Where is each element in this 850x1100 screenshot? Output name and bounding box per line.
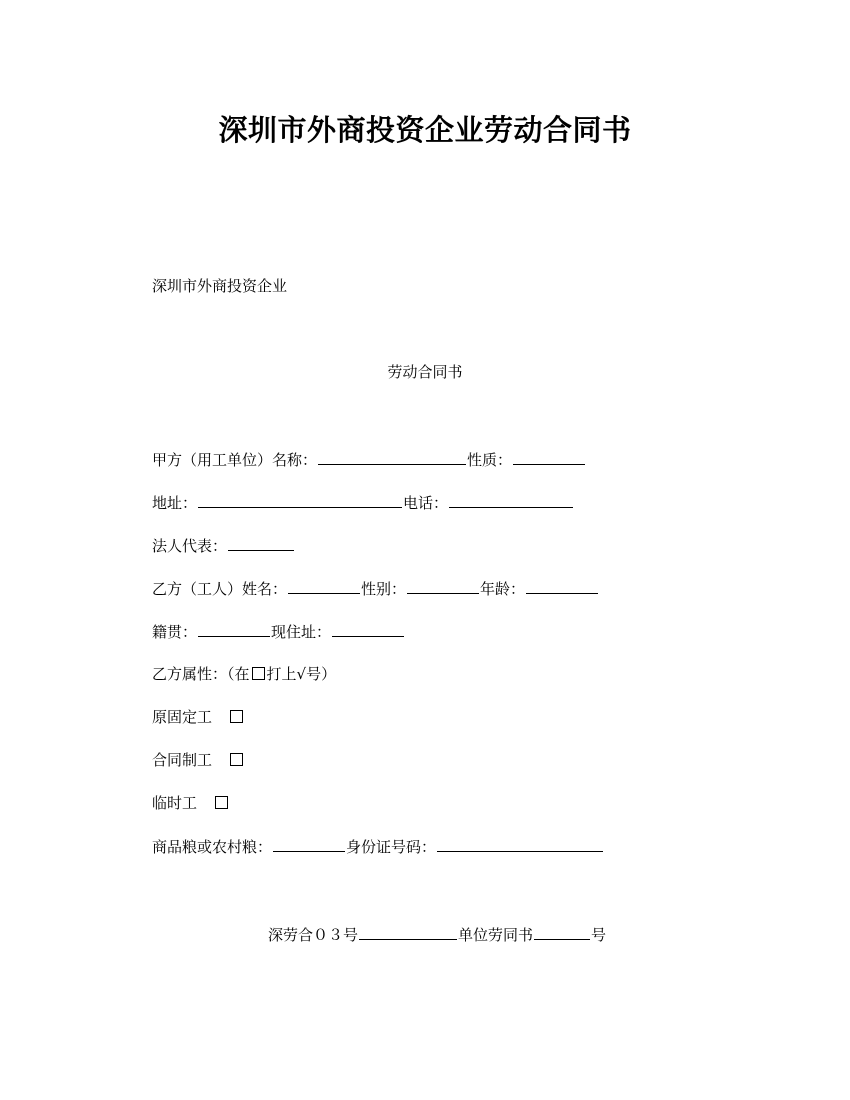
- document-title: 深圳市外商投资企业劳动合同书: [218, 113, 632, 147]
- current-address-label: 现住址：: [271, 623, 332, 641]
- contract-no-middle: 单位劳同书: [458, 926, 534, 944]
- option-label: 合同制工: [152, 751, 213, 769]
- party-a-address-field[interactable]: [198, 492, 402, 508]
- party-a-nature-label: 性质：: [467, 451, 513, 469]
- party-a-phone-label: 电话：: [403, 494, 449, 512]
- party-b-name-label: 乙方（工人）姓名：: [152, 580, 288, 598]
- attribute-label-prefix: 乙方属性：（在: [152, 665, 250, 683]
- party-a-name-row: [152, 449, 586, 470]
- party-a-nature-field[interactable]: [513, 449, 585, 465]
- native-place-field[interactable]: [198, 621, 270, 637]
- party-a-phone-field[interactable]: [449, 492, 573, 508]
- legal-rep-row: [152, 535, 295, 556]
- option-checkbox[interactable]: [215, 796, 228, 809]
- attribute-row: [152, 664, 336, 684]
- contract-no-field[interactable]: [359, 924, 457, 940]
- party-a-address-row: [152, 492, 574, 513]
- option-label: 原固定工: [152, 708, 213, 726]
- current-address-field[interactable]: [332, 621, 404, 637]
- party-a-name-label: 甲方（用工单位）名称：: [152, 451, 318, 469]
- option-row: [152, 793, 228, 813]
- grain-field[interactable]: [273, 836, 345, 852]
- party-b-gender-label: 性别：: [361, 580, 407, 598]
- option-row: [152, 750, 243, 770]
- grain-id-row: [152, 836, 604, 857]
- option-checkbox[interactable]: [230, 710, 243, 723]
- native-place-row: [152, 621, 405, 642]
- org-line: 深圳市外商投资企业: [152, 277, 288, 295]
- party-b-name-field[interactable]: [288, 578, 360, 594]
- id-field[interactable]: [437, 836, 603, 852]
- party-b-name-row: [152, 578, 599, 599]
- option-row: [152, 707, 243, 727]
- legal-rep-field[interactable]: [228, 535, 294, 551]
- grain-label: 商品粮或农村粮：: [152, 838, 273, 856]
- contract-no-prefix: 深劳合０３号: [268, 926, 359, 944]
- party-a-name-field[interactable]: [318, 449, 466, 465]
- legal-rep-label: 法人代表：: [152, 537, 228, 555]
- document-subtitle: 劳动合同书: [387, 363, 463, 381]
- checkbox-icon: [252, 667, 265, 680]
- party-a-address-label: 地址：: [152, 494, 198, 512]
- id-label: 身份证号码：: [346, 838, 437, 856]
- contract-no-suffix: 号: [591, 926, 607, 944]
- option-label: 临时工: [152, 794, 198, 812]
- native-place-label: 籍贯：: [152, 623, 198, 641]
- party-b-age-label: 年龄：: [480, 580, 526, 598]
- contract-number-row: [268, 924, 606, 945]
- party-b-gender-field[interactable]: [407, 578, 479, 594]
- party-b-age-field[interactable]: [526, 578, 598, 594]
- contract-no-seq-field[interactable]: [534, 924, 590, 940]
- option-checkbox[interactable]: [230, 753, 243, 766]
- attribute-label-suffix: 打上√号）: [266, 665, 337, 683]
